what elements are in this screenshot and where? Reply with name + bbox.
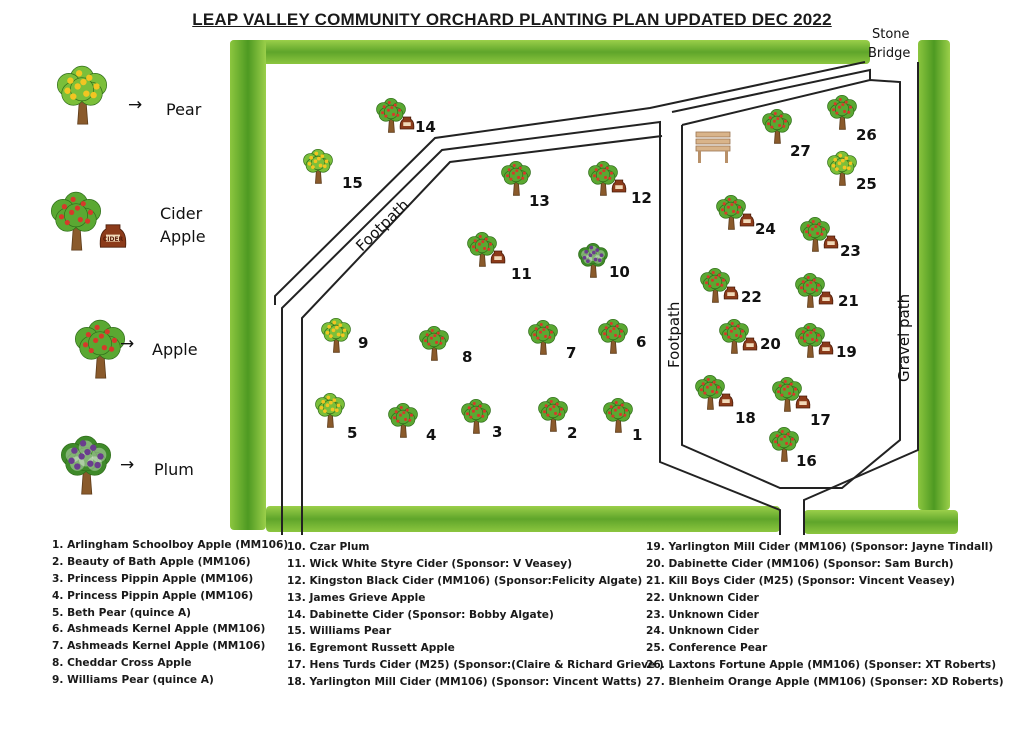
- tree-number-label: 19: [836, 343, 857, 361]
- apple-tree-icon: [389, 403, 418, 437]
- tree-number-label: 11: [511, 265, 532, 283]
- stone-bridge-label-2: Bridge: [868, 46, 911, 61]
- tree-number-label: 2: [567, 424, 578, 442]
- tree-10: [579, 243, 630, 281]
- apple-tree-icon: [599, 319, 628, 353]
- tree-list-item: 4. Princess Pippin Apple (MM106): [52, 589, 254, 602]
- tree-list-item: 23. Unknown Cider: [646, 608, 759, 621]
- tree-2: [539, 397, 578, 442]
- legend-label: Plum: [154, 460, 194, 479]
- gravel-path-label: Gravel path: [895, 293, 913, 382]
- tree-list-item: 22. Unknown Cider: [646, 591, 759, 604]
- tree-number-label: 25: [856, 175, 877, 193]
- tree-number-label: 12: [631, 189, 652, 207]
- tree-list-item: 18. Yarlington Mill Cider (MM106) (Sponsor: Vincent Watts): [287, 676, 642, 689]
- tree-12: [589, 161, 652, 207]
- pear-tree-icon: [304, 149, 333, 183]
- plum-tree-icon: [61, 436, 110, 494]
- stone-bridge-label: Stone: [872, 27, 910, 42]
- apple-tree-icon: [420, 326, 449, 360]
- tree-list-item: 7. Ashmeads Kernel Apple (MM106): [52, 640, 266, 653]
- tree-5: [316, 393, 358, 442]
- tree-number-label: 6: [636, 333, 647, 351]
- tree-number-label: 8: [462, 348, 473, 366]
- legend-label: Apple: [160, 227, 206, 246]
- tree-23: [801, 217, 861, 260]
- tree-number-label: 23: [840, 242, 861, 260]
- tree-list-item: 13. James Grieve Apple: [287, 591, 426, 604]
- arrow-icon: →: [120, 455, 135, 475]
- tree-16: [770, 427, 817, 470]
- tree-3: [462, 399, 503, 441]
- cider-jug-icon: [743, 338, 757, 350]
- tree-17: [773, 377, 831, 429]
- hedge-bottom-left: [266, 506, 780, 532]
- arrow-icon: →: [120, 334, 135, 354]
- tree-list-item: 12. Kingston Black Cider (MM106) (Sponsor:Felicity Algate): [287, 574, 643, 587]
- tree-list-item: 20. Dabinette Cider (MM106) (Sponsor: Sam Burch): [646, 557, 954, 570]
- tree-number-label: 3: [492, 423, 503, 441]
- tree-4: [389, 403, 437, 444]
- tree-list-item: 2. Beauty of Bath Apple (MM106): [52, 555, 251, 568]
- cider-jug-icon: [819, 342, 833, 354]
- tree-list-item: 24. Unknown Cider: [646, 625, 759, 638]
- tree-20: [720, 319, 781, 353]
- pear-tree-icon: [322, 318, 351, 352]
- apple-tree-icon: [529, 320, 558, 354]
- legend-label: Pear: [166, 100, 202, 119]
- trees-layer: [304, 95, 877, 470]
- tree-number-label: 15: [342, 174, 363, 192]
- legend-item-3: [75, 320, 197, 378]
- cider-jug-icon: [796, 396, 810, 408]
- bench-icon: [696, 132, 730, 163]
- apple-tree-icon: [462, 399, 491, 433]
- tree-list-item: 15. Williams Pear: [287, 625, 392, 638]
- tree-list-item: 9. Williams Pear (quince A): [52, 674, 214, 687]
- tree-list-item: 11. Wick White Styre Cider (Sponsor: V Veasey): [287, 557, 573, 570]
- cider-jug-icon: [719, 394, 733, 406]
- legend-item-2: [51, 192, 205, 250]
- apple-tree-icon: [75, 320, 124, 378]
- footpath-top-edge: [275, 62, 865, 305]
- plum-tree-icon: [579, 243, 608, 277]
- tree-number-label: 1: [632, 426, 643, 444]
- tree-number-label: 10: [609, 263, 630, 281]
- pear-tree-icon: [316, 393, 345, 427]
- tree-18: [696, 375, 756, 427]
- tree-list-item: 6. Ashmeads Kernel Apple (MM106): [52, 623, 266, 636]
- footpath-diagonal-label: Footpath: [352, 195, 413, 255]
- tree-list-item: 26. Laxtons Fortune Apple (MM106) (Sponser: XT Roberts): [646, 659, 997, 672]
- tree-21: [796, 273, 859, 310]
- apple-tree-icon: [828, 95, 857, 129]
- tree-7: [529, 320, 577, 362]
- tree-11: [468, 232, 532, 283]
- tree-list-item: 16. Egremont Russett Apple: [287, 642, 455, 655]
- tree-list-item: 3. Princess Pippin Apple (MM106): [52, 572, 254, 585]
- hedge-left: [230, 40, 266, 530]
- page-title: LEAP VALLEY COMMUNITY ORCHARD PLANTING PLAN UPDATED DEC 2022: [192, 10, 832, 29]
- tree-number-label: 9: [358, 334, 369, 352]
- cider-jug-icon: [400, 117, 414, 129]
- tree-list-column-1: [52, 537, 288, 689]
- tree-number-label: 21: [838, 292, 859, 310]
- legend: [51, 66, 205, 494]
- tree-27: [763, 109, 811, 160]
- cider-jug-icon: [612, 180, 626, 192]
- footpath-vertical-label: Footpath: [665, 301, 683, 368]
- tree-list-item: 1. Arlingham Schoolboy Apple (MM106): [52, 539, 289, 551]
- tree-number-label: 24: [755, 220, 776, 238]
- hedge-top: [230, 40, 870, 64]
- cider-jug-icon: [740, 214, 754, 226]
- tree-number-label: 17: [810, 411, 831, 429]
- tree-number-label: 14: [415, 118, 436, 136]
- tree-22: [701, 268, 762, 306]
- apple-tree-icon: [604, 398, 633, 432]
- legend-item-1: [57, 66, 201, 124]
- tree-6: [599, 319, 647, 353]
- tree-19: [796, 323, 857, 361]
- cider-jug-icon: [724, 287, 738, 299]
- hedge-right: [918, 40, 950, 510]
- tree-list-column-2: [287, 539, 664, 691]
- tree-number-label: 22: [741, 288, 762, 306]
- apple-tree-icon: [539, 397, 568, 431]
- tree-13: [502, 161, 550, 210]
- tree-number-label: 13: [529, 192, 550, 210]
- pear-tree-icon: [57, 66, 106, 124]
- tree-list-item: 5. Beth Pear (quince A): [52, 606, 191, 619]
- tree-15: [304, 149, 363, 192]
- tree-list-item: 14. Dabinette Cider (Sponsor: Bobby Algate): [287, 608, 554, 621]
- pear-tree-icon: [828, 151, 857, 185]
- tree-number-label: 5: [347, 424, 358, 442]
- tree-list-item: 10. Czar Plum: [287, 541, 370, 553]
- tree-number-label: 20: [760, 335, 781, 353]
- tree-number-label: 4: [426, 426, 437, 444]
- cider-jug-icon: [491, 251, 505, 263]
- tree-number-label: 18: [735, 409, 756, 427]
- tree-24: [717, 195, 776, 238]
- tree-list-item: 17. Hens Turds Cider (M25) (Sponsor:(Claire & Richard Grieve ): [287, 659, 664, 672]
- legend-label: Cider: [160, 204, 203, 223]
- tree-1: [604, 398, 643, 444]
- cider-apple-tree-icon: [51, 192, 100, 250]
- apple-tree-icon: [770, 427, 799, 461]
- arrow-icon: →: [128, 95, 143, 115]
- tree-list-column-3: [646, 539, 1004, 691]
- tree-list-item: 27. Blenheim Orange Apple (MM106) (Sponser: XD Roberts): [646, 676, 1004, 689]
- tree-25: [828, 151, 877, 193]
- apple-tree-icon: [502, 161, 531, 195]
- tree-list-item: 19. Yarlington Mill Cider (MM106) (Sponsor: Jayne Tindall): [646, 541, 994, 553]
- legend-label: Apple: [152, 340, 198, 359]
- legend-item-4: [61, 436, 193, 494]
- hedge-bottom-right: [804, 510, 958, 534]
- tree-number-label: 27: [790, 142, 811, 160]
- tree-list-item: 25. Conference Pear: [646, 642, 768, 655]
- tree-list-item: 8. Cheddar Cross Apple: [52, 657, 192, 670]
- tree-26: [828, 95, 877, 144]
- cider-jug-icon: [819, 292, 833, 304]
- apple-tree-icon: [763, 109, 792, 143]
- cider-jug-text: CIDER: [102, 236, 124, 243]
- tree-number-label: 7: [566, 344, 577, 362]
- cider-jug-icon: [824, 236, 838, 248]
- tree-number-label: 16: [796, 452, 817, 470]
- tree-14: [377, 98, 436, 136]
- tree-9: [322, 318, 369, 352]
- tree-number-label: 26: [856, 126, 877, 144]
- tree-8: [420, 326, 473, 366]
- tree-list-item: 21. Kill Boys Cider (M25) (Sponsor: Vincent Veasey): [646, 574, 955, 587]
